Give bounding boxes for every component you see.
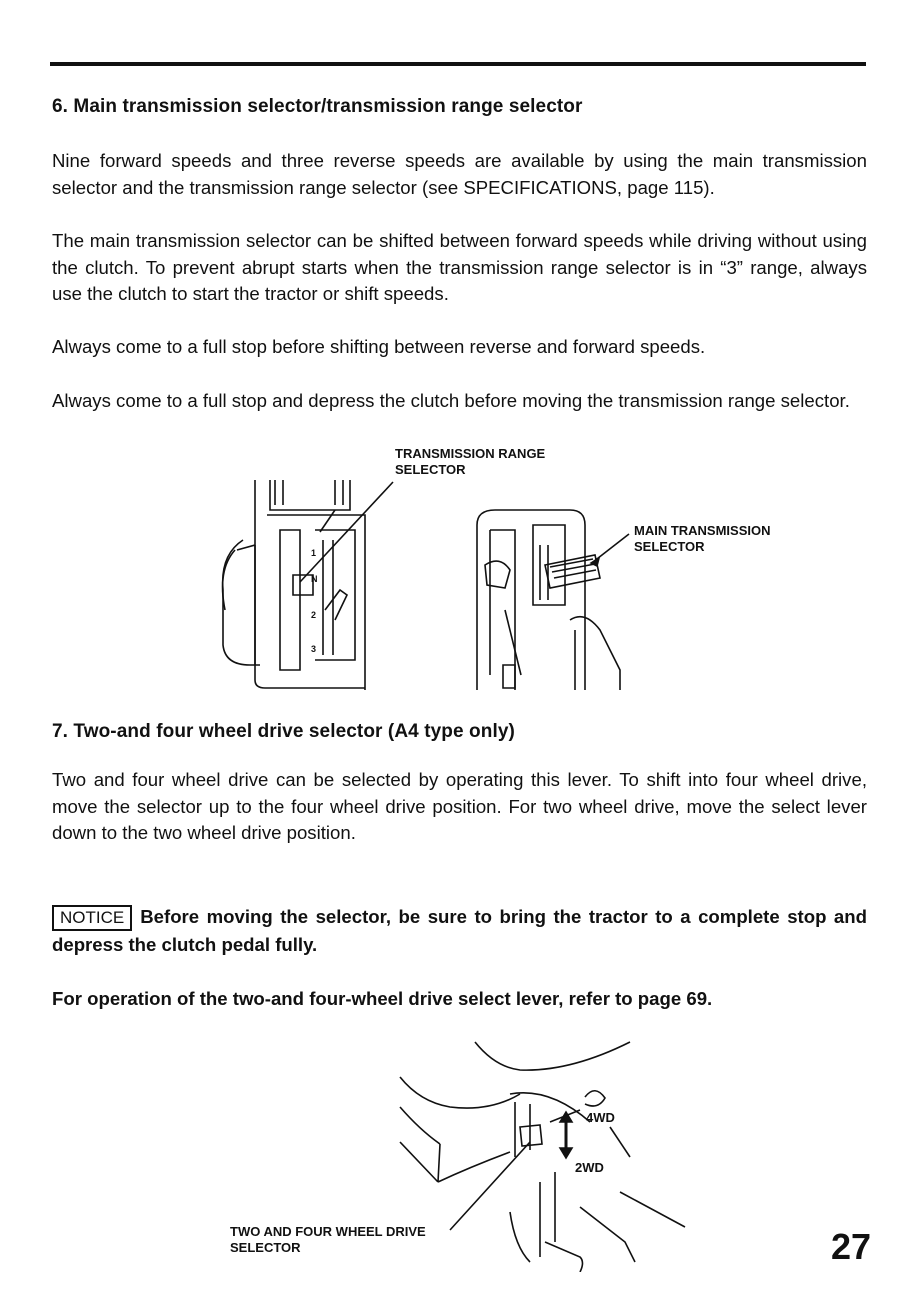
- section-7-heading: 7. Two-and four wheel drive selector (A4 type only): [52, 721, 515, 742]
- range-selector-drawing: [223, 480, 393, 690]
- wheel-drive-selector-caption: TWO AND FOUR WHEEL DRIVE SELECTOR: [230, 1224, 426, 1255]
- main-selector-drawing: [477, 510, 629, 690]
- transmission-selectors-illustration: [215, 470, 635, 695]
- section-6-paragraph-1: Nine forward speeds and three reverse speeds are available by using the main transmission selector and the transmission range selector (see SPECIFICATIONS, page 115).: [52, 150, 867, 198]
- section-6-heading: 6. Main transmission selector/transmission range selector: [52, 96, 583, 117]
- notice-block: [52, 903, 867, 958]
- gate-mark-1: 1: [311, 548, 317, 558]
- page-number: 27: [830, 1226, 871, 1267]
- notice-badge: NOTICE: [52, 905, 132, 931]
- section-6-paragraph-4: Always come to a full stop and depress the clutch before moving the transmission range selector.: [52, 390, 850, 411]
- gate-mark-n: N: [311, 574, 318, 584]
- gate-mark-2: 2: [311, 610, 317, 620]
- section-6-paragraph-3: Always come to a full stop before shifting between reverse and forward speeds.: [52, 336, 706, 357]
- label-2wd: 2WD: [575, 1160, 604, 1175]
- reference-paragraph: For operation of the two-and four-wheel drive select lever, refer to page 69.: [52, 988, 713, 1009]
- transmission-range-selector-label: TRANSMISSION RANGE SELECTOR: [395, 446, 546, 477]
- gate-mark-3: 3: [311, 644, 317, 654]
- section-7-paragraph: Two and four wheel drive can be selected by operating this lever. To shift into four wheel drive, move the selector up to the four wheel drive position. For two wheel drive, move the select lever down to the two wheel drive position.: [52, 769, 867, 843]
- main-transmission-selector-label: MAIN TRANSMISSION SELECTOR: [634, 523, 771, 554]
- section-6-paragraph-2: The main transmission selector can be shifted between forward speeds while driving without using the clutch. To prevent abrupt starts when the transmission range selector is in “3” range, always use the clutch to start the tractor or shift speeds.: [52, 230, 867, 304]
- top-rule: [50, 62, 866, 66]
- label-4wd: 4WD: [586, 1110, 615, 1125]
- wheel-drive-selector-illustration: [380, 1032, 700, 1272]
- notice-text: Before moving the selector, be sure to bring the tractor to a complete stop and depress the clutch pedal fully.: [52, 906, 867, 955]
